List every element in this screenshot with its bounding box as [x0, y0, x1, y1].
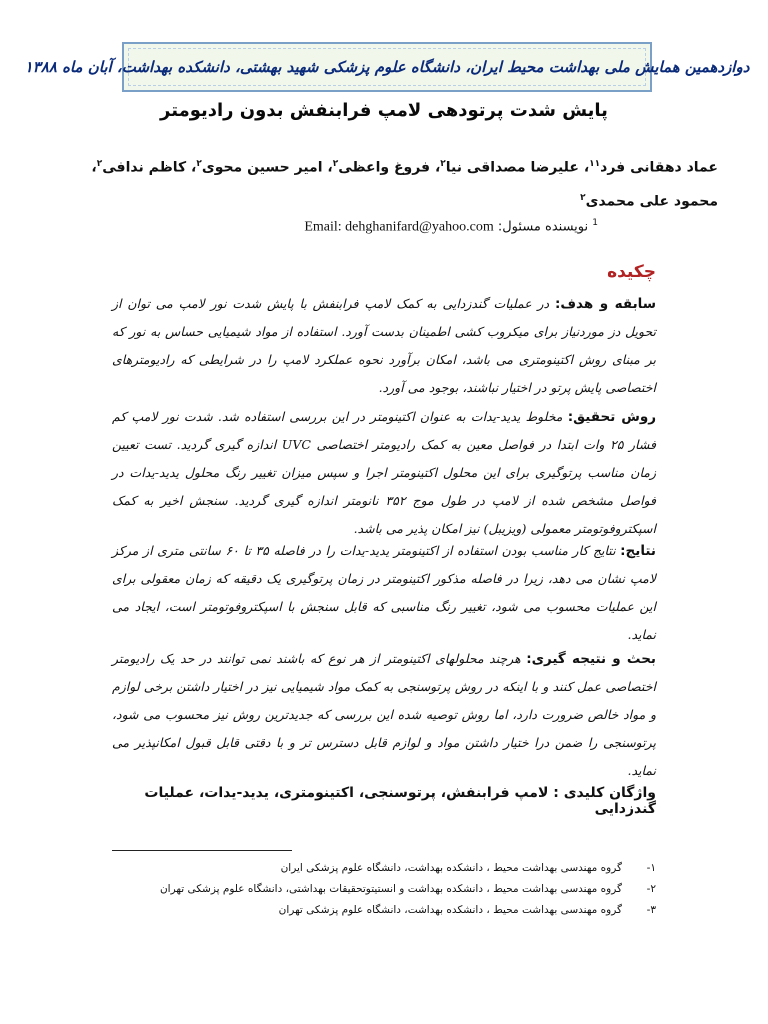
- abstract-results: [112, 537, 656, 649]
- author-affiliation-mark: ۲: [580, 193, 586, 203]
- footnote-text: گروه مهندسی بهداشت محیط ، دانشکده بهداشت، دانشگاه علوم پزشکی ایران: [280, 862, 622, 874]
- author-name: ، علیرضا مصداقی نیا: [445, 159, 590, 176]
- correspondence-email[interactable]: Email: dehghanifard@yahoo.com: [304, 219, 494, 235]
- author-affiliation-mark: ۲: [332, 159, 339, 169]
- author-name: محمود علی محمدی: [585, 193, 718, 210]
- author-name: ، امیر حسین محوی: [201, 159, 333, 176]
- author-list-line-1: [70, 150, 718, 182]
- section-label: نتایج:: [620, 543, 657, 559]
- footnote-number: ۱-: [646, 862, 656, 874]
- footnote-item: [112, 900, 656, 921]
- author-affiliation-mark: ۲: [196, 159, 202, 169]
- section-text: در عملیات گندزدایی به کمک لامپ فرابنفش با پایش شدت نور لامپ می توان از تحویل دز موردنیاز برای میکروب کشی اطمینان بدست آورد. استفاده از مواد شیمیایی حساس به نور که بر مبنای روش اکتینومتری می باشد، امکان برآورد نحوه عملکرد لامپ را در شرایطی که رادیومترهای اختصاصی پایش پرتو در اختیار نباشند، بوجود می آورد.: [112, 296, 656, 395]
- footnote-number: ۲-: [646, 883, 656, 895]
- author-affiliation-mark: ۲: [96, 159, 103, 169]
- section-label: روش تحقیق:: [567, 409, 656, 425]
- footnote-text: گروه مهندسی بهداشت محیط ، دانشکده بهداشت و انستیتوتحقیقات بهداشتی، دانشگاه علوم پزشکی تهران: [159, 883, 622, 895]
- abstract-conclusion: [112, 645, 656, 785]
- correspondence-label: نویسنده مسئول:: [497, 219, 589, 235]
- keywords: واژگان کلیدی : لامپ فرابنفش، پرتوسنجی، اکتینومتری، یدید-یدات، عملیات گندزدایی: [144, 785, 656, 817]
- correspondence-line: [304, 218, 598, 235]
- footnotes: [112, 858, 656, 921]
- paper-title: پایش شدت پرتودهی لامپ فرابنفش بدون رادیومتر: [160, 100, 608, 121]
- author-list-line-2: [70, 184, 718, 216]
- footnote-number: ۳-: [646, 904, 656, 916]
- author-name: ، فروغ واعظی: [338, 159, 441, 176]
- section-label: بحث و نتیجه گیری:: [526, 651, 656, 667]
- section-text: مخلوط یدید-یدات به عنوان اکتینومتر در این بررسی استفاده شد. شدت نور لامپ کم فشار ۲۵ وات ابتدا در فواصل معین به کمک رادیومتر اختصاصی UVC اندازه گیری گردید. تست تعیین زمان مناسب پرتوگیری برای این محلول اکتینومتر اجرا و سپس میزان تغییر رنگ محلول یدید-یدات در فواصل مشخص شده از لامپ در طول موج ۳۵۲ نانومتر اندازه گیری گردید. سنجش اخیر به کمک اسپکتروفوتومتر معمولی (ویزیبل) نیز امکان پذیر می باشد.: [112, 409, 656, 536]
- author-separator: ،: [91, 159, 97, 176]
- abstract-method: [112, 403, 656, 543]
- author-affiliation-mark: ۱۱: [589, 159, 601, 169]
- correspondence-mark: 1: [592, 218, 598, 228]
- conference-banner: [24, 42, 750, 92]
- abstract-background: [112, 290, 656, 402]
- author-name: ، کاظم ندافی: [102, 159, 197, 176]
- section-text: هرچند محلولهای اکتینومتر از هر نوع که باشند نمی توانند در حد یک رادیومتر اختصاصی عمل کنند و با اینکه در روش پرتوسنجی به کمک مواد شیمیایی نیز در اختیار داشتن برخی لوازم و مواد خالص ضرورت دارد، اما روش توصیه شده این بررسی که جدیدترین روش نیز محسوب می شود، پرتوسنجی را ضمن درا ختیار داشتن مواد و لوازم قابل دسترس تر و با دقتی قابل قبول امکانپذیر می نماید.: [112, 651, 656, 778]
- section-text: نتایج کار مناسب بودن استفاده از اکتینومتر یدید-یدات را در فاصله ۳۵ تا ۶۰ سانتی متری از مرکز لامپ نشان می دهد، زیرا در فاصله مذکور اکتینومتر در زمان پرتوگیری یک دقیقه که زمان معقولی برای این عملیات محسوب می شود، تغییر رنگ مناسبی که قابل سنجش با اسپکتروفوتومتر است، ایجاد می نماید.: [112, 543, 657, 642]
- conference-banner-text: دوازدهمین همایش ملی بهداشت محیط ایران، دانشگاه علوم پزشکی شهید بهشتی، دانشکده بهداشت، آبان ماه ۱۳۸۸: [24, 58, 750, 76]
- author-name: عماد دهقانی فرد: [600, 159, 718, 176]
- abstract-heading: چکیده: [607, 262, 656, 282]
- author-affiliation-mark: ۲: [440, 159, 446, 169]
- footnote-item: [112, 858, 656, 879]
- section-label: سابقه و هدف:: [554, 296, 656, 312]
- footnote-item: [112, 879, 656, 900]
- footnote-divider: [112, 850, 292, 851]
- footnote-text: گروه مهندسی بهداشت محیط ، دانشکده بهداشت، دانشگاه علوم پزشکی تهران: [278, 904, 622, 916]
